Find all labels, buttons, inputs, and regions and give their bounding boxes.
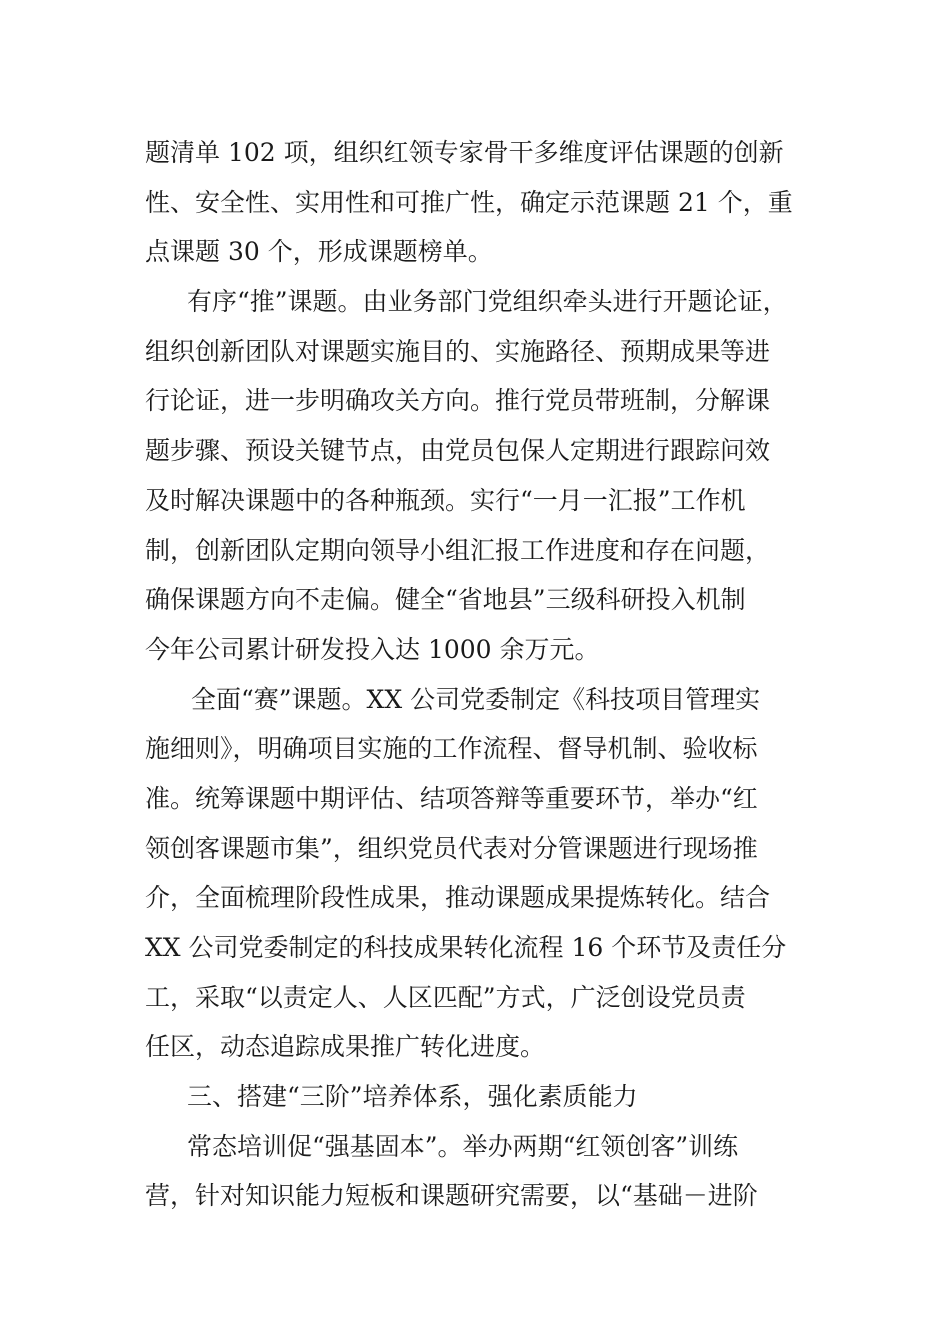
paragraph-heading-line: 常态培训促“强基固本”。举办两期“红领创客”训练 [187,1131,739,1161]
text-line: 领创客课题市集”，组织党员代表对分管课题进行现场推 [145,833,758,863]
text-line: 性、安全性、实用性和可推广性，确定示范课题 21 个，重 [145,187,793,217]
section-heading: 三、搭建“三阶”培养体系，强化素质能力 [187,1082,638,1112]
text-line: 准。统筹课题中期评估、结项答辩等重要环节，举办“红 [145,783,758,813]
text-line: 题步骤、预设关键节点，由党员包保人定期进行跟踪问效 [145,436,771,466]
text-line: 介，全面梳理阶段性成果，推动课题成果提炼转化。结合 [145,883,771,913]
text-line: 行论证，进一步明确攻关方向。推行党员带班制，分解课 [145,386,771,416]
text-line: 工，采取“以责定人、人区匹配”方式，广泛创设党员责 [145,982,746,1012]
text-line: 制，创新团队定期向领导小组汇报工作进度和存在问题， [145,535,771,565]
text-line: 组织创新团队对课题实施目的、实施路径、预期成果等进 [145,336,771,366]
paragraph-heading-line: 全面“赛”课题。XX 公司党委制定《科技项目管理实 [191,684,761,714]
text-line: 确保课题方向不走偏。健全“省地县”三级科研投入机制 [145,585,746,615]
paragraph-heading-line: 有序“推”课题。由业务部门党组织牵头进行开题论证， [187,287,788,317]
text-line: 营，针对知识能力短板和课题研究需要，以“基础－进阶 [145,1181,758,1211]
text-line: 题清单 102 项，组织红领专家骨干多维度评估课题的创新 [145,138,784,167]
body-text [145,128,825,1221]
text-line: 点课题 30 个，形成课题榜单。 [145,237,493,267]
text-line: 任区，动态追踪成果推广转化进度。 [145,1032,546,1062]
text-line: 施细则》，明确项目实施的工作流程、督导机制、验收标 [145,734,758,764]
text-line: 今年公司累计研发投入达 1000 余万元。 [145,634,600,664]
text-line: XX 公司党委制定的科技成果转化流程 16 个环节及责任分 [145,933,787,962]
text-line: 及时解决课题中的各种瓶颈。实行“一月一汇报”工作机 [145,485,746,515]
